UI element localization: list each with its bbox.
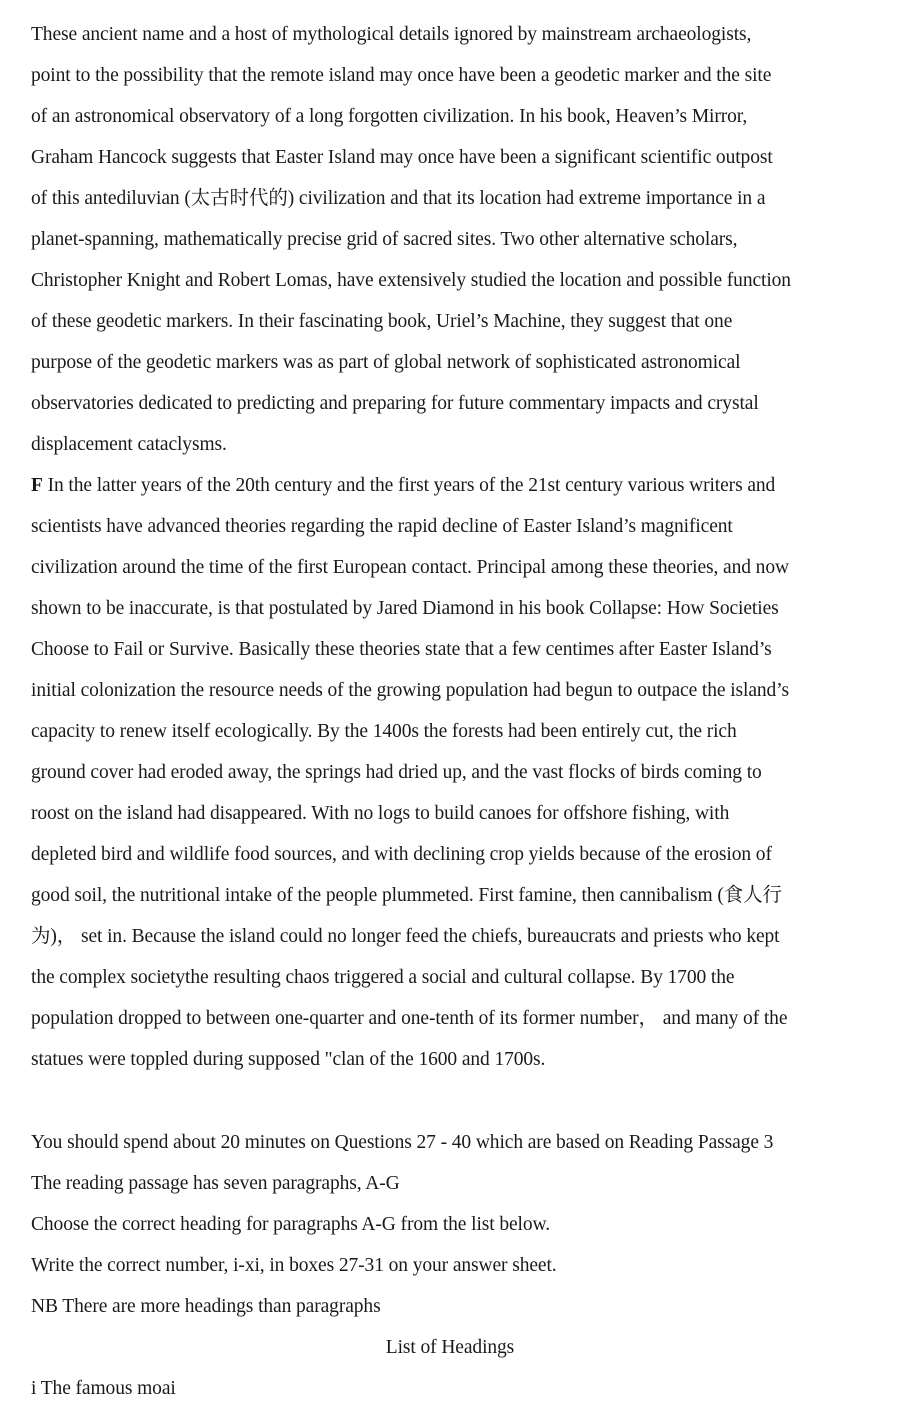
instruction-line: The reading passage has seven paragraphs, A-G: [31, 1173, 400, 1194]
text-line: point to the possibility that the remote island may once have been a geodetic marker and the site: [31, 65, 772, 86]
text-line: scientists have advanced theories regarding the rapid decline of Easter Island’s magnificent: [31, 516, 733, 537]
text-segment: In the latter years of the 20th century and the first years of the 21st century various writers and: [42, 475, 776, 496]
instruction-line: Write the correct number, i-xi, in boxes 27-31 on your answer sheet.: [31, 1255, 557, 1276]
text-line: planet-spanning, mathematically precise grid of sacred sites. Two other alternative scholars,: [31, 229, 738, 250]
text-line: Choose to Fail or Survive. Basically these theories state that a few centimes after Easter Island’s: [31, 639, 772, 660]
text-line: population dropped to between one-quarter and one-tenth of its former number， and many of the: [31, 1008, 788, 1029]
instruction-line: Choose the correct heading for paragraphs A-G from the list below.: [31, 1214, 551, 1235]
text-line: of this antediluvian (太古时代的) civilization and that its location had extreme importance in a: [31, 188, 766, 209]
text-line: good soil, the nutritional intake of the people plummeted. First famine, then cannibalism (食人行: [31, 885, 782, 906]
text-line: Christopher Knight and Robert Lomas, have extensively studied the location and possible function: [31, 270, 791, 291]
heading-item: i The famous moai: [31, 1378, 176, 1399]
text-line: civilization around the time of the first European contact. Principal among these theories, and now: [31, 557, 789, 578]
text-line: of these geodetic markers. In their fascinating book, Uriel’s Machine, they suggest that one: [31, 311, 733, 332]
text-line: roost on the island had disappeared. With no logs to build canoes for offshore fishing, with: [31, 803, 730, 824]
text-line: shown to be inaccurate, is that postulated by Jared Diamond in his book Collapse: How Societies: [31, 598, 779, 619]
text-line: These ancient name and a host of mythological details ignored by mainstream archaeologists,: [31, 24, 752, 45]
text-line: observatories dedicated to predicting and preparing for future commentary impacts and crystal: [31, 393, 759, 414]
text-line: statues were toppled during supposed "clan of the 1600 and 1700s.: [31, 1049, 546, 1070]
text-line: ground cover had eroded away, the springs had dried up, and the vast flocks of birds coming to: [31, 762, 762, 783]
text-line: 为)， set in. Because the island could no longer feed the chiefs, bureaucrats and priests who kept: [31, 926, 780, 947]
text-line: of an astronomical observatory of a long forgotten civilization. In his book, Heaven’s Mirror,: [31, 106, 748, 127]
paragraph-letter-f: F: [31, 475, 43, 496]
headings-title: List of Headings: [385, 1337, 515, 1358]
text-line: Graham Hancock suggests that Easter Island may once have been a significant scientific outpost: [31, 147, 773, 168]
text-line: capacity to renew itself ecologically. By the 1400s the forests had been entirely cut, the rich: [31, 721, 737, 742]
text-line: initial colonization the resource needs of the growing population had begun to outpace the island’s: [31, 680, 789, 701]
instruction-line: You should spend about 20 minutes on Questions 27 - 40 which are based on Reading Passage 3: [31, 1132, 774, 1153]
paragraph-f-first-line: [31, 474, 775, 498]
text-line: displacement cataclysms.: [31, 434, 227, 455]
text-line: purpose of the geodetic markers was as part of global network of sophisticated astronomical: [31, 352, 741, 373]
instruction-line: NB There are more headings than paragraphs: [31, 1296, 381, 1317]
text-line: the complex societythe resulting chaos triggered a social and cultural collapse. By 1700 the: [31, 967, 735, 988]
text-line: depleted bird and wildlife food sources, and with declining crop yields because of the erosion of: [31, 844, 772, 865]
